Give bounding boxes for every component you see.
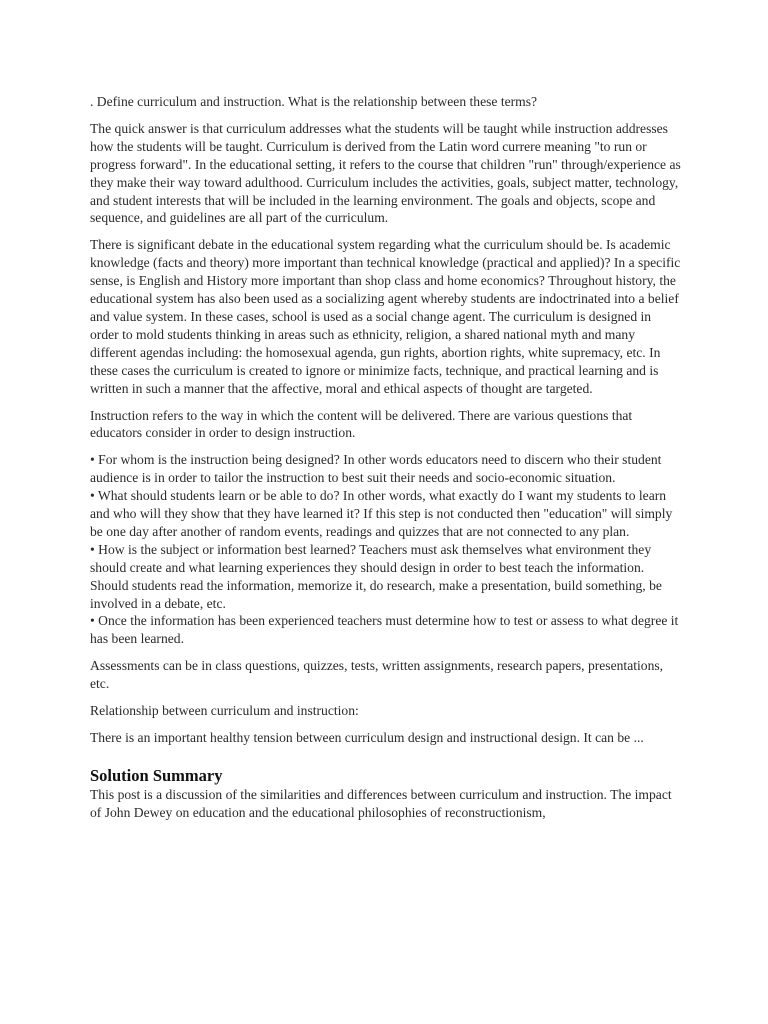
list-item: • Once the information has been experienced teachers must determine how to test or assess to what degree it has been learned. — [90, 613, 679, 647]
list-item: • For whom is the instruction being designed? In other words educators need to discern who their student audience is in order to tailor the instruction to best suit their needs and socio-economic situation. — [90, 452, 662, 486]
paragraph-curriculum-definition: The quick answer is that curriculum addresses what the students will be taught while instruction addresses how the students will be taught. Curriculum is derived from the Latin word currere meaning "to run or progress forward". In the educational setting, it refers to the course that children "run" through/experience as they make their way toward adulthood. Curriculum includes the activities, goals, subject matter, technology, and student interests that will be included in the learning environment. The goals and objects, scope and sequence, and guidelines are all part of the curriculum. — [90, 120, 681, 226]
list-item: • What should students learn or be able to do? In other words, what exactly do I want my students to learn and who will they show that they have learned it? If this step is not conducted then "education" will simply be one day after another of random events, readings and quizzes that are not connected to any plan. — [90, 488, 673, 539]
paragraph-curriculum-debate: There is significant debate in the educational system regarding what the curriculum should be. Is academic knowledge (facts and theory) more important than technical knowledge (practical and applied)? In a specific sense, is English and History more important than shop class and home economics? Throughout history, the educational system has also been used as a socializing agent whereby students are indoctrinated into a belief and value system. In these cases, school is used as a social change agent. The curriculum is designed in order to mold students thinking in areas such as ethnicity, religion, a shared national myth and many different agendas including: the homosexual agenda, gun rights, abortion rights, white supremacy, etc. In these cases the curriculum is created to ignore or minimize facts, technique, and practical learning and is written in such a manner that the affective, moral and ethical aspects of thought are targeted. — [90, 237, 681, 396]
solution-summary-text: This post is a discussion of the similarities and differences between curriculum and instruction. The impact of John Dewey on education and the educational philosophies of reconstructionism, — [90, 786, 672, 820]
question-text: . Define curriculum and instruction. What is the relationship between these terms? — [90, 94, 538, 109]
list-item: • How is the subject or information best learned? Teachers must ask themselves what environment they should create and what learning experiences they should design in order to best teach the information. Should students read the information, memorize it, do research, make a presentation, build something, be involved in a debate, etc. — [90, 541, 662, 611]
paragraph-relationship: There is an important healthy tension between curriculum design and instructional design. It can be ... — [90, 730, 644, 745]
solution-summary-heading: Solution Summary — [90, 765, 223, 785]
paragraph-instruction-definition: Instruction refers to the way in which the content will be delivered. There are various questions that educators consider in order to design instruction. — [90, 407, 633, 441]
relationship-heading: Relationship between curriculum and instruction: — [90, 703, 359, 719]
paragraph-assessments: Assessments can be in class questions, quizzes, tests, written assignments, research papers, presentations, etc. — [90, 658, 664, 692]
document-page — [90, 93, 682, 822]
instruction-questions-list — [90, 451, 682, 648]
